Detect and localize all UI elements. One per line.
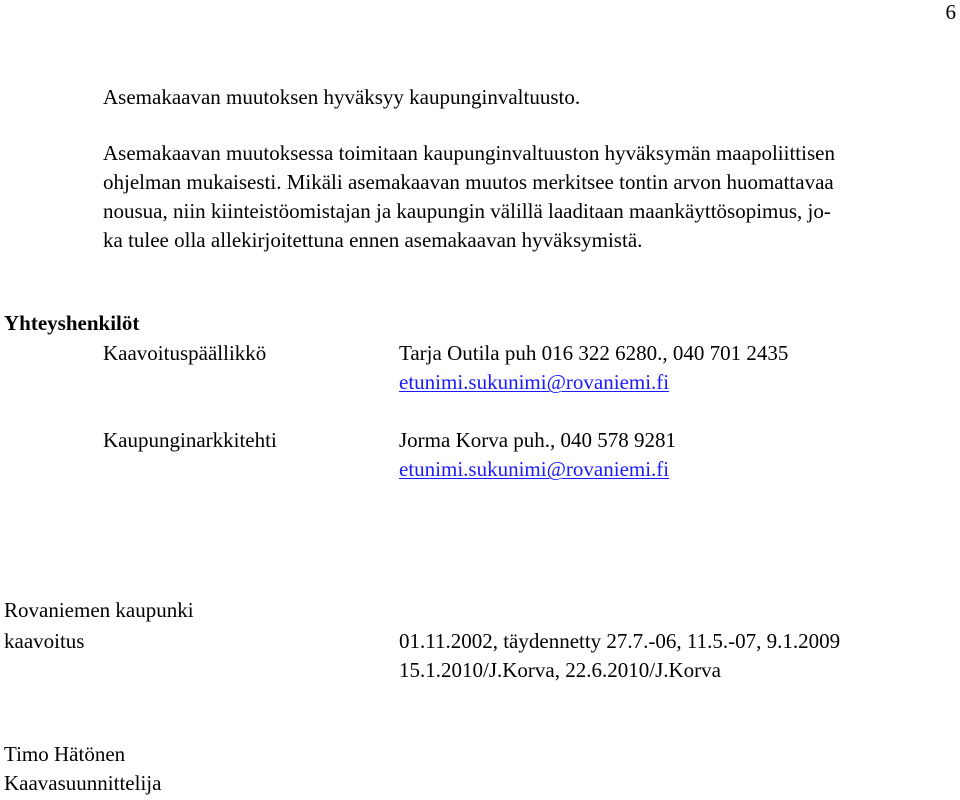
contact-email-link[interactable]: etunimi.sukunimi@rovaniemi.fi bbox=[399, 457, 670, 481]
footer-department: kaavoitus bbox=[4, 629, 85, 653]
page-number: 6 bbox=[945, 0, 956, 24]
contacts-heading: Yhteyshenkilöt bbox=[4, 311, 140, 335]
footer-organization: Rovaniemen kaupunki bbox=[4, 598, 194, 622]
paragraph-line: ohjelman mukaisesti. Mikäli asemakaavan muutos merkitsee tontin arvon huomattavaa bbox=[103, 170, 834, 194]
contact-name-phone: Jorma Korva puh., 040 578 9281 bbox=[399, 428, 677, 452]
contact-name-phone: Tarja Outila puh 016 322 6280., 040 701 2435 bbox=[399, 341, 789, 365]
contact-email-link[interactable]: etunimi.sukunimi@rovaniemi.fi bbox=[399, 370, 670, 394]
contact-role: Kaupunginarkkitehti bbox=[103, 428, 277, 452]
paragraph-line: nousua, niin kiinteistöomistajan ja kaupungin välillä laaditaan maankäyttösopimus, jo- bbox=[103, 199, 831, 223]
contact-role: Kaavoituspäällikkö bbox=[103, 341, 267, 365]
footer-dates: 15.1.2010/J.Korva, 22.6.2010/J.Korva bbox=[399, 658, 721, 682]
paragraph-line: ka tulee olla allekirjoitettuna ennen asemakaavan hyväksymistä. bbox=[103, 228, 643, 252]
paragraph-line: Asemakaavan muutoksessa toimitaan kaupunginvaltuuston hyväksymän maapoliittisen bbox=[103, 141, 835, 165]
footer-dates: 01.11.2002, täydennetty 27.7.-06, 11.5.-07, 9.1.2009 bbox=[399, 629, 841, 653]
signature-name: Timo Hätönen bbox=[4, 742, 126, 766]
approval-sentence: Asemakaavan muutoksen hyväksyy kaupunginvaltuusto. bbox=[103, 85, 581, 109]
signature-title: Kaavasuunnittelija bbox=[4, 771, 162, 795]
